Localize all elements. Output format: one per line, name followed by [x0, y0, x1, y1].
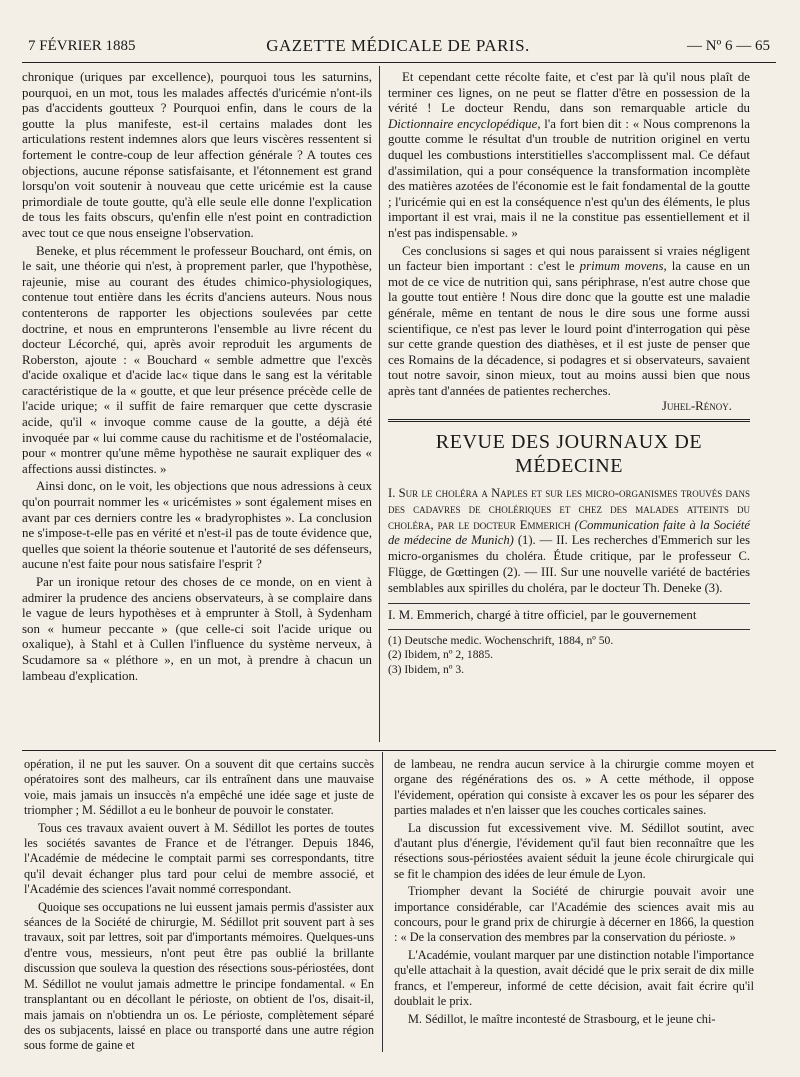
paragraph: Ainsi donc, on le voit, les objections que nous adressions à ceux qu'on pourrait nommer les « uricémistes » sont également mises en avant par ces derniers contre les « bradyrophistes ». La conclusion ne s'impose-t-elle pas en vérité et n'est-il pas de toute évidence que, quelles que soient la théorie soutenue et l'autorité de ses défenseurs, aucune n'est faite pour nous satisfaire l'esprit ?: [22, 479, 372, 572]
footnotes: [388, 634, 750, 677]
bottom-left-column: [24, 757, 374, 1054]
paragraph: Beneke, et plus récemment le professeur Bouchard, ont émis, on le sait, une théorie qui n'est, à proprement parler, que l'hypothèse, rajeunie, mise au courant des études chimico-physiologiques, contenue tout entière dans les écrits d'anciens auteurs. Nous nous contenterons de rapporter les objections soulevées par cette doctrine, et nous en emprunterons l'ensemble au livre récent du docteur Lécorché, qui, après avoir reproduit les arguments de Roberston, ajoute : « Bouchard « semble admettre que l'excès d'acide oxalique et d'acide lac« tique dans le sang est la véritable caractéristique de la « goutte, et que leur présence précède celle de l'acide urique; « il suffit de faire remarquer que cette dyscrasie acide, qu'il « invoque comme cause de la goutte, a déjà été invoquée par « lui comme cause du rachitisme et de l'ostéomalacie, pour « montrer qu'une même hypothèse ne saurait expliquer des « affections aussi distinctes. »: [22, 243, 372, 476]
latin-term: primum movens: [579, 259, 664, 274]
bottom-right-column: [394, 757, 754, 1027]
column-divider: [382, 752, 383, 1052]
paragraph: Quoique ses occupations ne lui eussent jamais permis d'assister aux séances de la Société de chirurgie, M. Sédillot prit souvent part à ses travaux, soit par lettres, soit par d'importants mémoires. Quelques-uns d'entre vous, messieurs, n'ont peut être pas oublié la brillante discussion que souleva la question des résections sous-périostées, dont M. Sédillot ne voulut jamais admettre le principe fondamental. « En transplantant ou en décollant le périoste, on obtient de l'os, disait-il, mais jamais on n'obtiendra un os. Le périoste, complètement séparé des os subjacents, laissé en place ou transporté dans une autre région sous forme de gaine et: [24, 899, 374, 1053]
paragraph: chronique (uriques par excellence), pourquoi tous les saturnins, pourquoi, en un mot, tous les malades affectés d'uricémie n'ont-ils pas d'accidents goutteux ? Pourquoi enfin, dans le cours de la goutte la plus manifeste, est-il certains malades dont les articulations restent indemnes alors que leurs viscères ressentent si fortement le contre-coup de leur affection générale ? A toutes ces objections, aucune réponse satisfaisante, et l'étonnement est grand lorsqu'on voit soutenir à nouveau que cette uricémie est la cause primordiale de toute goutte, qu'à elle seule elle donne l'explication de tous les faits obscurs, qu'enfin elle n'est point en contradiction avec tout ce que nous enseigne l'observation.: [22, 70, 372, 240]
paragraph: Et cependant cette récolte faite, et c'est par là qu'il nous plaît de terminer ces lignes, on ne peut se flatter d'être en possession de la vérité ! Le docteur Rendu, dans son remarquable article du Dictionnaire encyclopédique, l'a fort bien dit : « Nous comprenons la goutte comme le résultat d'un trouble de nutrition originel en vertu duquel les combustions interstitielles s'accomplissent mal. Ce défaut d'assimilation, qui a pour conséquence la transformation incomplète des matières azotées de l'économie est le fait fondamental de la goutte ; l'uricémie qui en est la conséquence n'est qu'un des éléments, le plus important il est vrai, mais il ne la constitue pas essentiellement et il n'est pas indispensable. »: [388, 70, 750, 240]
paragraph: I. M. Emmerich, chargé à titre officiel, par le gouvernement: [388, 607, 697, 622]
footnote-rule: [388, 629, 750, 630]
paragraph: Triompher devant la Société de chirurgie pouvait avoir une importance considérable, car l'Académie des sciences avait mis au concours, pour le grand prix de chirurgie à décerner en 1866, la question : « De la conservation des membres par la conservation du périoste. »: [394, 884, 754, 945]
header-rule: [22, 62, 776, 63]
footnote: (2) Ibidem, nº 2, 1885.: [388, 648, 494, 662]
contents-rule: [388, 603, 750, 604]
top-right-column: [388, 70, 750, 677]
paragraph: La discussion fut excessivement vive. M. Sédillot soutint, avec d'autant plus d'énergie, l'évidement qu'il faut bien reconnaître que les résections sous-périostées avaient séduit la jeune école chirurgicale qui se fit le champion des idées de leur émule de Lyon.: [394, 820, 754, 881]
section-title: REVUE DES JOURNAUX DE MÉDECINE: [435, 431, 703, 478]
section-break-rule: [22, 750, 776, 751]
paragraph: L'Académie, voulant marquer par une distinction notable l'importance qu'elle attachait à la question, avait décidé que le prix serait de dix mille francs, et l'empereur, informé de cette décision, avait fait écrire qu'il doublait le prix.: [394, 947, 754, 1009]
dictionary-title: Dictionnaire encyclopédique: [388, 116, 538, 131]
footnote: (3) Ibidem, nº 3.: [388, 662, 465, 676]
section-rule: [388, 419, 750, 422]
top-left-column: [22, 70, 372, 684]
paragraph: opération, il ne put les sauver. On a souvent dit que certains succès opératoires sont des malheurs, car ils entraînent dans une mauvaise voie, mais jamais un insuccès n'a empêché une idée sage et juste de triompher ; M. Sédillot a eu le bonheur de pouvoir le constater.: [24, 757, 374, 818]
paragraph: Par un ironique retour des choses de ce monde, on en vient à admirer la prudence des anciens observateurs, à se complaire dans le vague de leurs hypothèses et à emprunter à Stoll, à Sydenham son « humeur peccante » (que celle-ci soit l'acide urique ou oxalique), à Stahl et à Cullen l'influence du système nerveux, à Scudamore sa « pléthore », en un mot, à prendre à chacun un lambeau d'explication.: [22, 575, 372, 683]
header-title: GAZETTE MÉDICALE DE PARIS.: [266, 36, 530, 55]
paragraph: Tous ces travaux avaient ouvert à M. Sédillot les portes de toutes les sociétés savantes de France et de l'étranger. Depuis 1846, l'Académie de médecine le comptait parmi ses correspondants, titre qu'il devait échanger plus tard pour celui de membre associé, et l'Académie des sciences l'avait nommé correspondant.: [24, 820, 374, 897]
page-header: [22, 36, 774, 60]
paragraph: Ces conclusions si sages et qui nous paraissent si vraies négligent un facteur bien important : c'est le primum movens, la cause en un mot de ce vice de nutrition qui, sans périphrase, n'est autre chose que la goutte tout entière ! Nous dire donc que la goutte est une maladie générale, même en tentant de nous le dire sous une forme aussi scientifique, ce n'est pas lever le lourd point d'interrogation qui pèse sur cette grande question des diathèses, et il est juste de penser que ces Romains de la décadence, si podagres et si observateurs, savaient tout notre savoir, sinon mieux, tout au moins aussi bien que nous après tant d'années de patientes recherches.: [388, 243, 750, 398]
author-signature: Juhel-Rénoy.: [661, 399, 732, 414]
paragraph: de lambeau, ne rendra aucun service à la chirurgie comme moyen et organe des régénérations des os. » A cette méthode, il oppose l'évidement, opération qui consiste à excaver les os pour les séparer des parties malades et n'en laisser que les couches corticales saines.: [394, 757, 754, 818]
paragraph: M. Sédillot, le maître incontesté de Strasbourg, et le jeune chi-: [408, 1011, 716, 1026]
header-number: — Nº 6 — 65: [687, 38, 770, 54]
header-date: 7 FÉVRIER 1885: [28, 38, 136, 54]
column-divider: [379, 66, 380, 742]
footnote: (1) Deutsche medic. Wochenschrift, 1884, nº 50.: [388, 634, 614, 648]
review-contents: I. Sur le choléra a Naples et sur les micro-organismes trouvés dans des cadavres de cholériques et chez des malades atteints du choléra, par le docteur Emmerich (Communication faite à la Société de médecine de Munich) (1). — II. Les recherches d'Emmerich sur les micro-organismes du choléra. Étude critique, par le professeur C. Flügge, de Gœttingen (2). — III. Sur une nouvelle variété de bactéries semblables aux spirilles du choléra, par le docteur Th. Deneke (3).: [388, 486, 750, 595]
